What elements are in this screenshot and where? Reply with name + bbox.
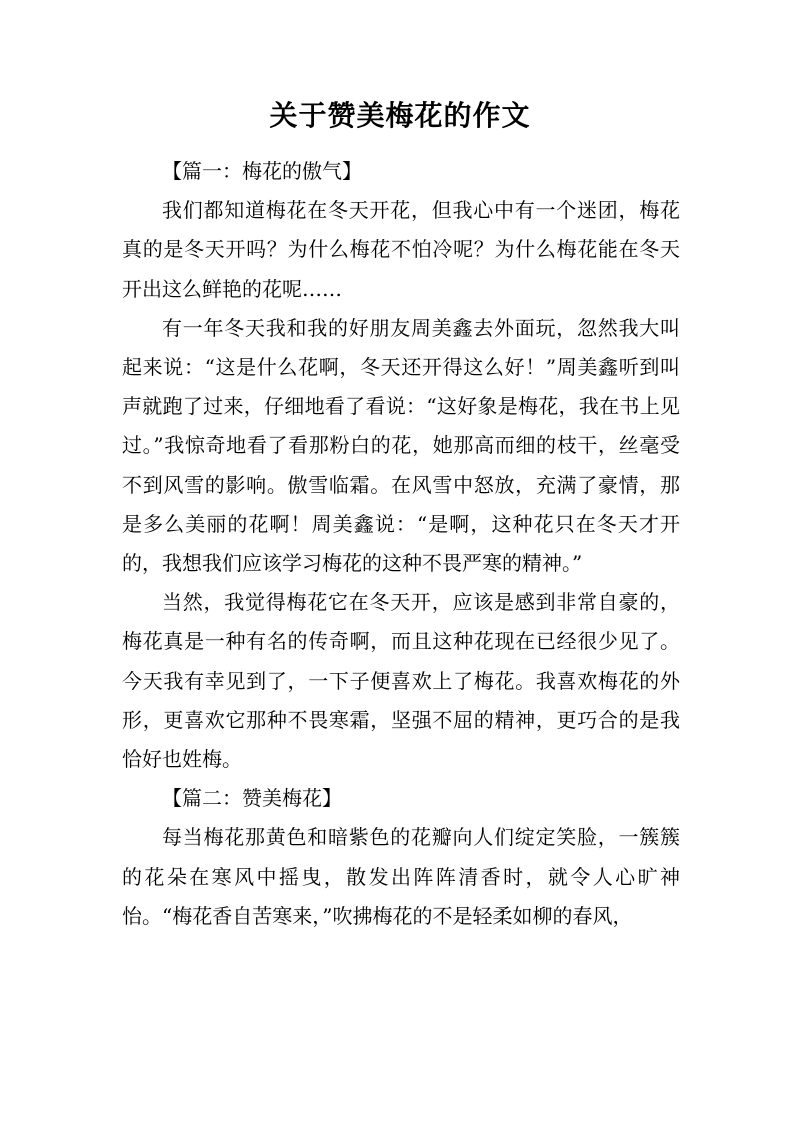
paragraph: 每当梅花那黄色和暗紫色的花瓣向人们绽定笑脸，一簇簇的花朵在寒风中摇曳，散发出阵阵清香时，就令人心旷神怡。“梅花香自苦寒来，”吹拂梅花的不是轻柔如柳的春风， — [122, 825, 680, 928]
paragraph: 有一年冬天我和我的好朋友周美鑫去外面玩，忽然我大叫起来说：“这是什么花啊，冬天还开得这么好！”周美鑫听到叫声就跑了过来，仔细地看了看说：“这好象是梅花，我在书上见过。”我惊奇地看了看那粉白的花，她那高而细的枝干，丝毫受不到风雪的影响。傲雪临霜。在风雪中怒放，充满了豪情，那是多么美丽的花啊！周美鑫说：“是啊，这种花只在冬天才开的，我想我们应该学习梅花的这种不畏严寒的精神。” — [122, 315, 680, 576]
section-heading-2: 【篇二：赞美梅花】 — [162, 786, 342, 811]
paragraph: 当然，我觉得梅花它在冬天开，应该是感到非常自豪的，梅花真是一种有名的传奇啊，而且这种花现在已经很少见了。今天我有幸见到了，一下子便喜欢上了梅花。我喜欢梅花的外形，更喜欢它那种不畏寒霜，坚强不屈的精神，更巧合的是我恰好也姓梅。 — [122, 590, 680, 772]
document-title: 关于赞美梅花的作文 — [269, 99, 531, 132]
document-body — [122, 152, 680, 936]
section-heading-1: 【篇一：梅花的傲气】 — [162, 159, 362, 183]
paragraph: 我们都知道梅花在冬天开花，但我心中有一个迷团，梅花真的是冬天开吗？为什么梅花不怕冷呢？为什么梅花能在冬天开出这么鲜艳的花呢…… — [122, 198, 680, 301]
